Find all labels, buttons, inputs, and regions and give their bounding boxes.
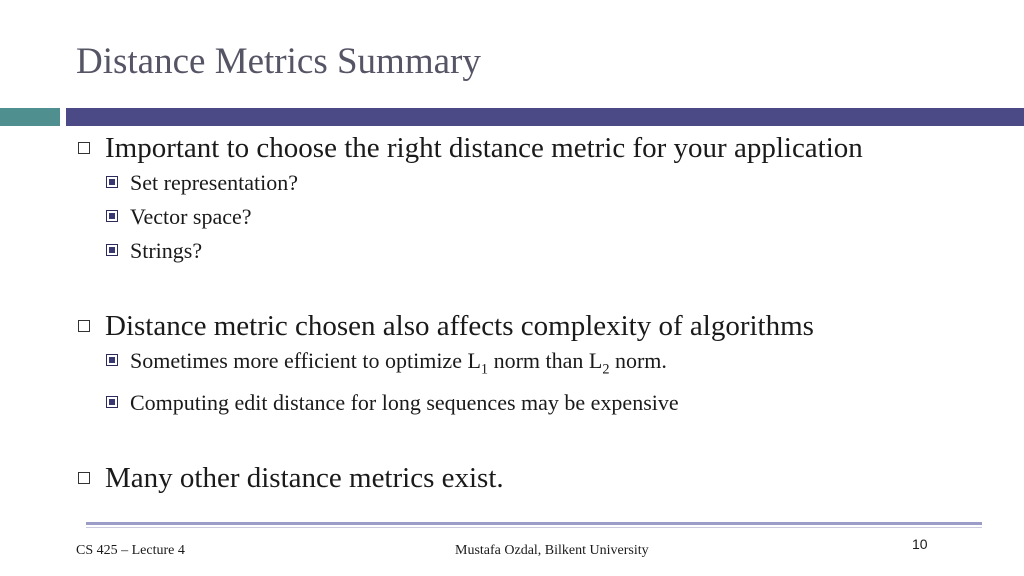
bullet-group-2 [76, 308, 1006, 420]
sub-bullet-item [106, 234, 1006, 268]
title-accent-bar-purple [66, 108, 1024, 126]
slide-content [76, 130, 1006, 496]
sub-bullet-item [106, 166, 1006, 200]
sub-bullet-text: Vector space? [130, 204, 252, 229]
bullet-item [76, 460, 1006, 496]
bullet-group-3 [76, 460, 1006, 496]
bullet-group-1 [76, 130, 1006, 268]
page-number: 10 [912, 536, 928, 552]
filled-square-bullet-icon [106, 396, 118, 408]
bullet-text: Important to choose the right distance metric for your application [105, 132, 863, 164]
hollow-square-bullet-icon [78, 142, 90, 154]
filled-square-bullet-icon [106, 176, 118, 188]
footer-course: CS 425 – Lecture 4 [76, 543, 185, 558]
sub-bullet-item [106, 200, 1006, 234]
bullet-text: Many other distance metrics exist. [105, 462, 504, 495]
footer-divider-thin [86, 527, 982, 528]
sub-bullet-text: Computing edit distance for long sequences may be expensive [130, 390, 679, 416]
bullet-item [76, 308, 1006, 344]
sub-bullet-text: Sometimes more efficient to optimize $L_1$ norm than $L_2$ norm. [130, 348, 667, 378]
filled-square-bullet-icon [106, 354, 118, 366]
footer-divider [86, 522, 982, 525]
sub-bullet-item [106, 386, 1006, 420]
sub-bullet-item [106, 344, 1006, 386]
bullet-text: Distance metric chosen also affects complexity of algorithms [105, 310, 814, 342]
footer-author: Mustafa Ozdal, Bilkent University [455, 543, 649, 558]
sub-bullet-text: Set representation? [130, 170, 298, 195]
hollow-square-bullet-icon [78, 472, 90, 484]
filled-square-bullet-icon [106, 244, 118, 256]
bullet-item [76, 130, 1006, 166]
filled-square-bullet-icon [106, 210, 118, 222]
sub-bullet-text: Strings? [130, 238, 203, 263]
title-accent-bar-teal [0, 108, 60, 126]
slide-title: Distance Metrics Summary [76, 41, 481, 82]
hollow-square-bullet-icon [78, 320, 90, 332]
